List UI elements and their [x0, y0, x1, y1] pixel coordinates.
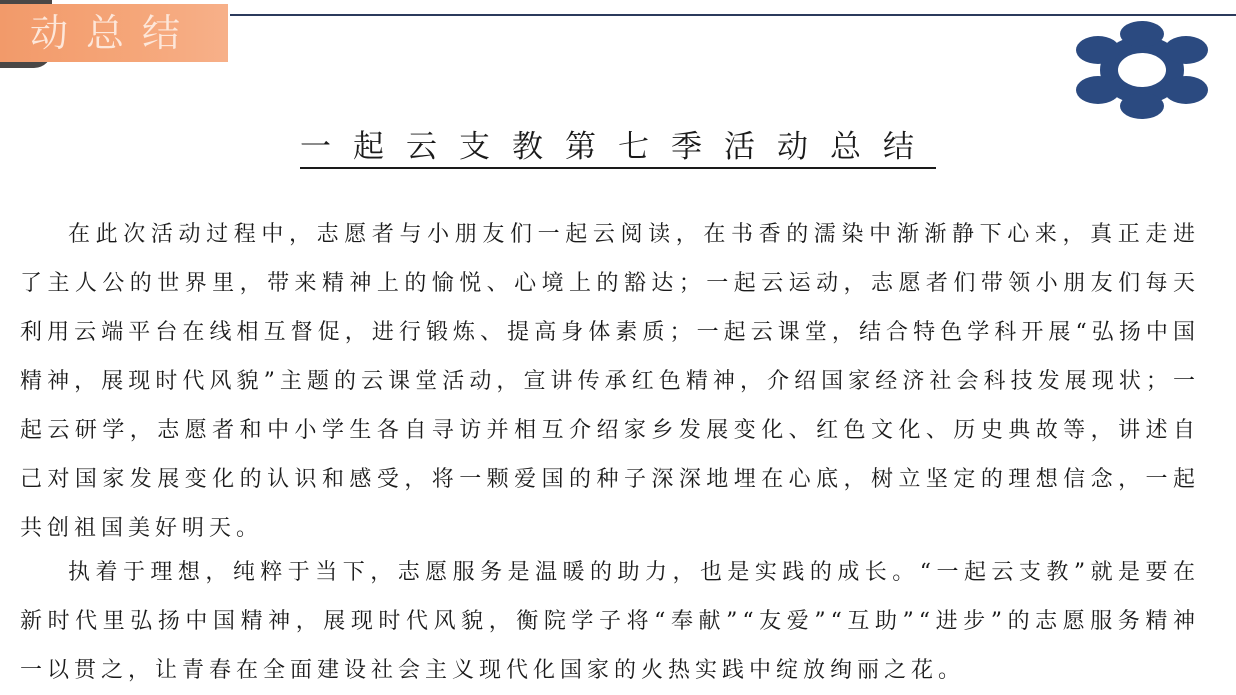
banner-text: 动总结 — [30, 11, 199, 55]
top-divider-line — [230, 14, 1236, 16]
document-title-text: 一起云支教第七季活动总结 — [300, 129, 936, 169]
paragraph-1: 在此次活动过程中，志愿者与小朋友们一起云阅读，在书香的濡染中渐渐静下心来，真正走进了主人公的世界里，带来精神上的愉悦、心境上的豁达；一起云运动，志愿者们带领小朋友们每天利用云端平台在线相互督促，进行锻炼、提高身体素质；一起云课堂，结合特色学科开展“弘扬中国精神，展现时代风貌”主题的云课堂活动，宣讲传承红色精神，介绍国家经济社会科技发展现状；一起云研学，志愿者和中小学生各自寻访并相互介绍家乡发展变化、红色文化、历史典故等，讲述自己对国家发展变化的认识和感受，将一颗爱国的种子深深地埋在心底，树立坚定的理想信念，一起共创祖国美好明天。 — [20, 222, 1200, 541]
paragraph-2: 执着于理想，纯粹于当下，志愿服务是温暖的助力，也是实践的成长。“一起云支教”就是要在新时代里弘扬中国精神，展现时代风貌，衡院学子将“奉献”“友爱”“互助”“进步”的志愿服务精神一以贯之，让青春在全面建设社会主义现代化国家的火热实践中绽放绚丽之花。 — [20, 560, 1200, 683]
document-title — [0, 124, 1236, 170]
section-banner — [0, 4, 228, 62]
gear-icon — [1074, 20, 1210, 120]
